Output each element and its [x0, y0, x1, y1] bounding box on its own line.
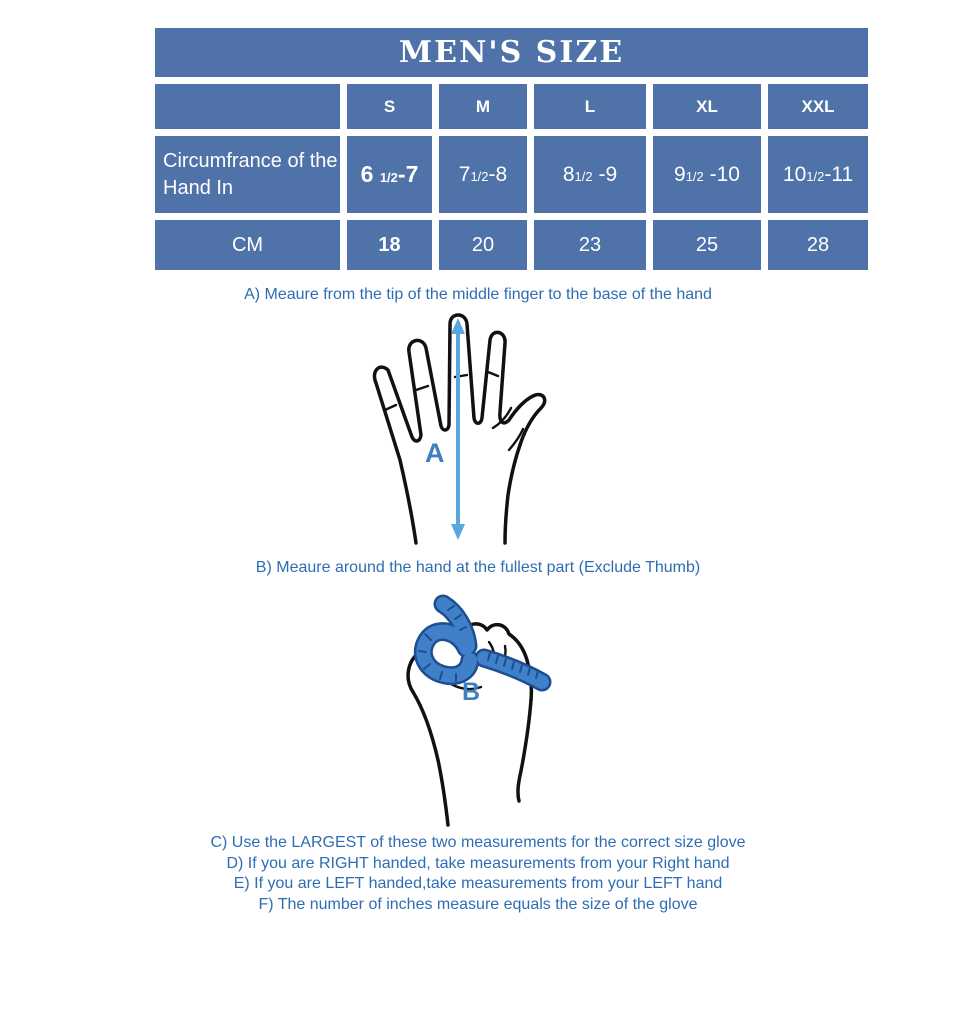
diagram-label-b: B [462, 678, 481, 706]
tape-measure-icon [423, 604, 542, 682]
fist-measure-diagram [398, 588, 603, 828]
circumference-value-s: 6 1/2-7 [347, 136, 432, 213]
cm-value-m: 20 [439, 220, 527, 270]
table-title-row [155, 28, 868, 77]
size-header-m: M [439, 84, 527, 129]
table-title: MEN'S SIZE [155, 28, 868, 77]
corner-cell [155, 84, 340, 129]
instruction-f: F) The number of inches measure equals the size of the glove [258, 895, 698, 913]
instruction-e: E) If you are LEFT handed,take measurements from your LEFT hand [233, 875, 723, 892]
size-header-xl: XL [653, 84, 761, 129]
size-header-row [155, 84, 868, 129]
circumference-value-m: 71/2-8 [439, 136, 527, 213]
cm-value-s: 18 [347, 220, 432, 270]
size-header-s: S [347, 84, 432, 129]
size-header-xxl: XXL [768, 84, 868, 129]
cm-value-xxl: 28 [768, 220, 868, 270]
instruction-block-cf [0, 833, 956, 915]
mens-size-table [148, 21, 875, 277]
circumference-row [155, 136, 868, 213]
instruction-c: C) Use the LARGEST of these two measurements for the correct size glove [210, 834, 746, 851]
instruction-a: A) Meaure from the tip of the middle finger to the base of the hand [244, 286, 712, 303]
circumference-row-label: Circumfrance of the Hand In [155, 136, 340, 213]
instruction-d: D) If you are RIGHT handed, take measurements from your Right hand [226, 854, 730, 872]
cm-value-l: 23 [534, 220, 646, 270]
circumference-value-xl: 91/2 -10 [653, 136, 761, 213]
cm-row-label: CM [155, 220, 340, 270]
open-hand-measure-diagram [363, 310, 575, 547]
diagram-label-a: A [425, 438, 445, 468]
cm-value-xl: 25 [653, 220, 761, 270]
circumference-value-xxl: 101/2-11 [768, 136, 868, 213]
circumference-value-l: 81/2 -9 [534, 136, 646, 213]
size-header-l: L [534, 84, 646, 129]
cm-row [155, 220, 868, 270]
instruction-b: B) Meaure around the hand at the fullest part (Exclude Thumb) [255, 559, 701, 576]
